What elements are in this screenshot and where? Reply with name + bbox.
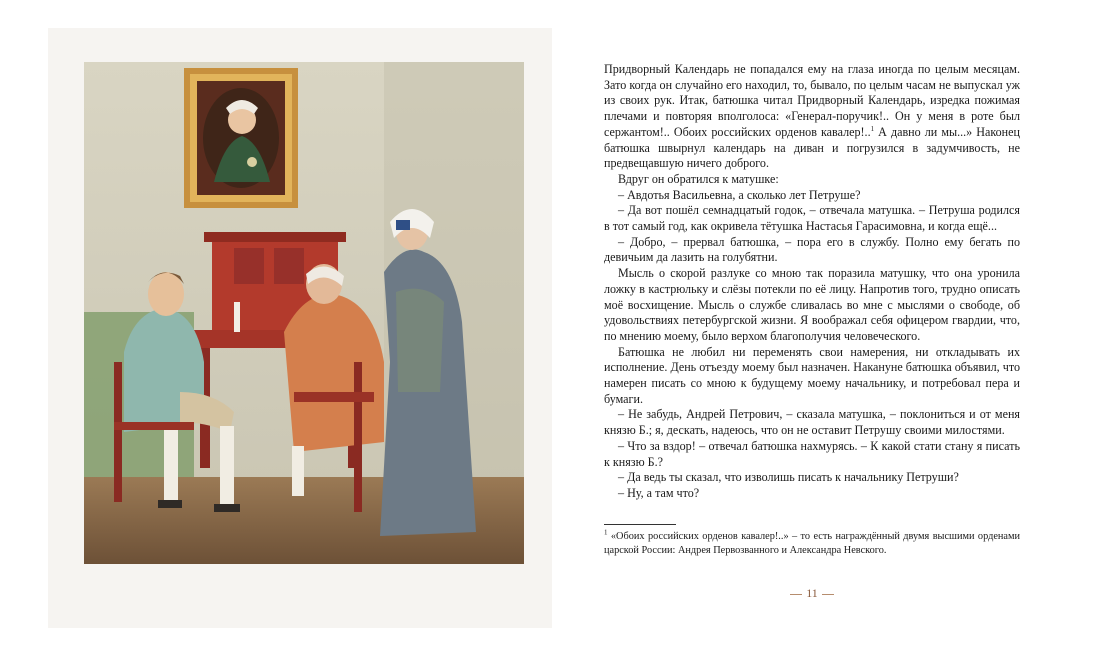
paragraph: Вдруг он обратился к матушке:	[618, 171, 779, 186]
portrait-frame	[184, 68, 298, 208]
footnote-divider	[604, 524, 676, 525]
main-text	[604, 62, 1020, 502]
paragraph: Мысль о скорой разлуке со мною так поразила матушку, что она уронила ложку в кастрюльку и слёзы потекли по её лицу. Напротив того, трудно описать моё восхищение. Мысль о службе сливалась во мне с мыслями о свободе, об удовольствиях петербургской жизни. Я воображал себя офицером гвардии, что, по мнению моему, было верхом благополучия человеческого.	[604, 266, 1020, 343]
footnote: $^1$ «Обоих российских орденов кавалер!..» – то есть награждённый двумя высшими орденами царской России: Андрея Первозванного и Александра Невского.	[604, 528, 1020, 556]
page-number-dash-right	[822, 594, 834, 595]
page-number-text: 11	[806, 586, 818, 600]
page-number-dash-left	[790, 594, 802, 595]
paragraph: Батюшка не любил ни переменять свои намерения, ни откладывать их исполнение. День отъезду моему был назначен. Накануне батюшка объявил, что намерен писать со мною к будущему моему начальнику, и потребовал пера и бумаги.	[604, 344, 1020, 406]
paragraph: – Что за вздор! – отвечал батюшка нахмурясь. – К какой стати стану я писать к князю Б.?	[604, 438, 1020, 469]
illustration	[84, 62, 524, 564]
paragraph: – Да ведь ты сказал, что изволишь писать к начальнику Петруши?	[618, 470, 959, 485]
page-number	[780, 586, 844, 601]
paragraph: – Ну, а там что?	[618, 485, 700, 500]
paragraph: – Авдотья Васильевна, а сколько лет Петруше?	[618, 187, 861, 202]
paragraph: – Да вот пошёл семнадцатый годок, – отвечала матушка. – Петруша родился в тот самый год, как окривела тётушка Настасья Гарасимовна, и когда ещё...	[604, 203, 1020, 234]
paragraph: – Добро, – прервал батюшка, – пора его в службу. Полно ему бегать по девичьим да лазить на голубятни.	[604, 234, 1020, 265]
paragraph: Придворный Календарь не попадался ему на глаза иногда по целым месяцам. Зато когда он случайно его находил, то, бывало, по целым часам не выпускал уж из своих рук. Итак, батюшка читал Придворный Календарь, изредка пожимая плечами и повторяя вполголоса: «Генерал-поручик!.. Он у меня в роте был сержантом!.. Обоих российских орденов кавалер!..$^1$ А давно ли мы...» Наконец батюшка швырнул календарь на диван и погрузился в задумчивость, не предвещавшую ничего доброго.	[604, 62, 1020, 171]
paragraph: – Не забудь, Андрей Петрович, – сказала матушка, – поклониться и от меня князю Б.; я, дескать, надеюсь, что он не оставит Петрушу своими милостями.	[604, 407, 1020, 438]
